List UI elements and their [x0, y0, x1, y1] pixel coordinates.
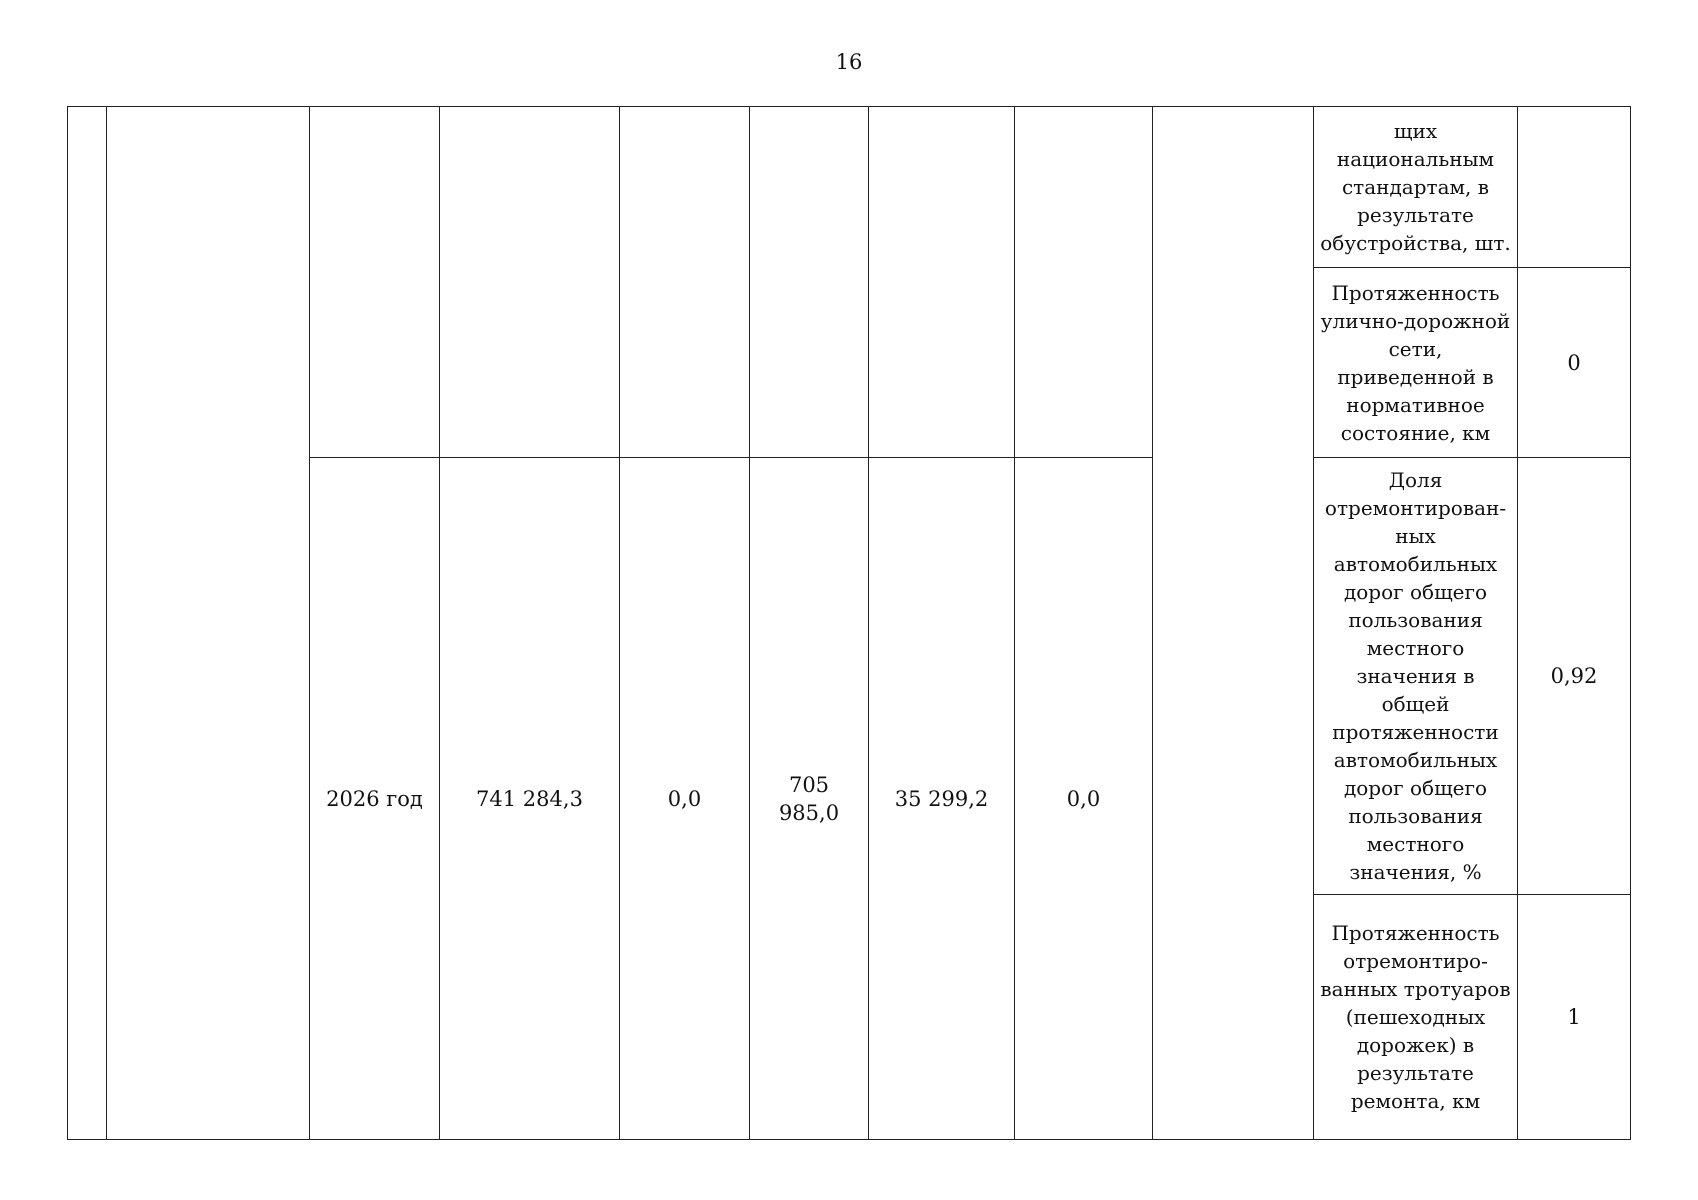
- indicator-value-cell: [1518, 107, 1631, 268]
- prior-total-cell: [440, 107, 620, 458]
- indicator-name-cell: Протяженность отремонтиро-ванных тротуаров (пешеходных дорожек) в результате ремонта, км: [1314, 895, 1518, 1140]
- number-cell: [68, 107, 107, 1140]
- event-name-cell: [107, 107, 310, 1140]
- regional-cell: 705 985,0: [750, 458, 869, 1140]
- other-cell: 0,0: [1015, 458, 1153, 1140]
- table-row: [68, 107, 1631, 268]
- prior-regional-cell: [750, 107, 869, 458]
- local-cell: 35 299,2: [869, 458, 1015, 1140]
- federal-cell: 0,0: [620, 458, 750, 1140]
- indicator-value-cell: 1: [1518, 895, 1631, 1140]
- prior-other-cell: [1015, 107, 1153, 458]
- indicator-name-cell: щих национальным стандартам, в результате обустройства, шт.: [1314, 107, 1518, 268]
- prior-federal-cell: [620, 107, 750, 458]
- program-table: [67, 106, 1631, 1140]
- page-number: 16: [835, 50, 863, 74]
- prior-local-cell: [869, 107, 1015, 458]
- indicator-value-cell: 0,92: [1518, 458, 1631, 895]
- year-cell: 2026 год: [310, 458, 440, 1140]
- total-cell: 741 284,3: [440, 458, 620, 1140]
- indicator-name-cell: Протяженность улично-дорожной сети, приведенной в нормативное состояние, км: [1314, 268, 1518, 458]
- indicator-value-cell: 0: [1518, 268, 1631, 458]
- executor-cell: [1153, 107, 1314, 1140]
- indicator-name-cell: Доля отремонтирован-ных автомобильных дорог общего пользования местного значения в общей протяженности автомобильных дорог общего пользования местного значения, %: [1314, 458, 1518, 895]
- prior-year-cell: [310, 107, 440, 458]
